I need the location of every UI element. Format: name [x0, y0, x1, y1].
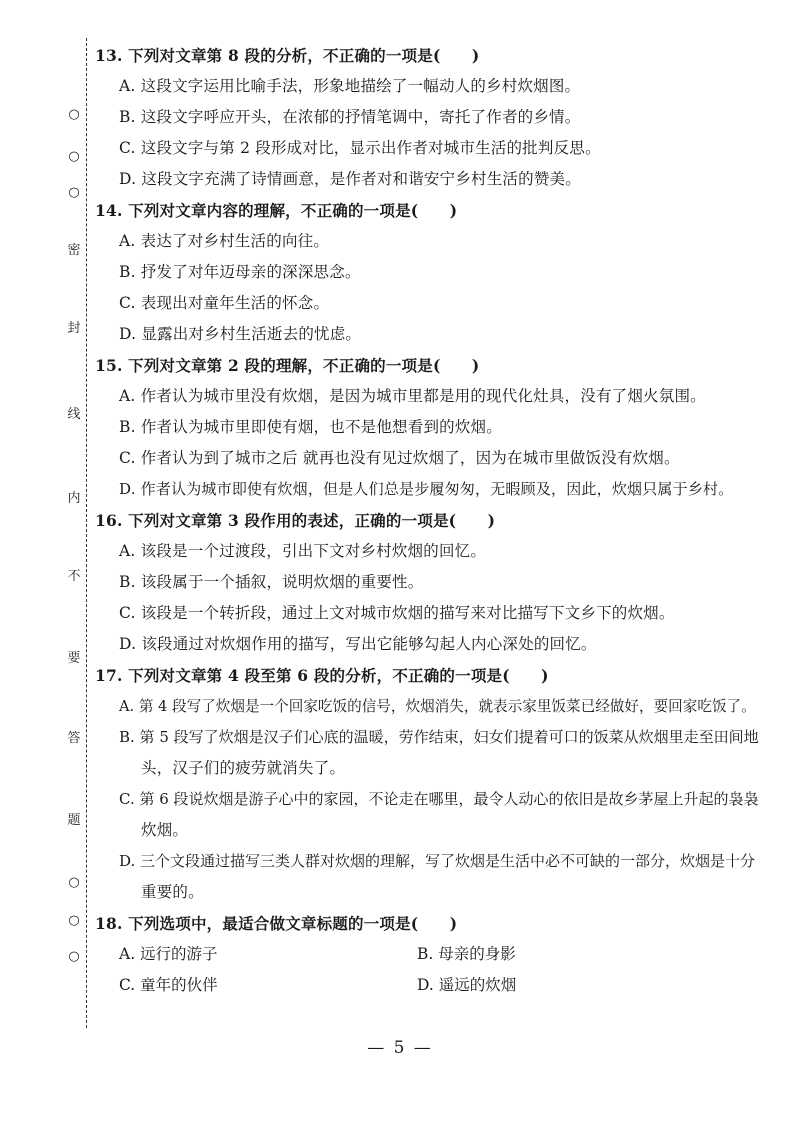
question-stem: 14. 下列对文章内容的理解，不正确的一项是( ): [95, 201, 458, 220]
option-b: B. 这段文字呼应开头，在浓郁的抒情笔调中，寄托了作者的乡情。: [119, 108, 581, 126]
binding-char-mi: 密: [67, 243, 81, 258]
option-d: D. 这段文字充满了诗情画意，是作者对和谐安宁乡村生活的赞美。: [119, 170, 581, 188]
question-18: [95, 908, 785, 1001]
option-a: A. 第 4 段写了炊烟是一个回家吃饭的信号，炊烟消失，就表示家里饭菜已经做好，要回家吃饭了。: [119, 698, 756, 715]
option-a: A. 远行的游子: [119, 945, 218, 963]
option-b: B. 作者认为城市里即使有烟，也不是他想看到的炊烟。: [119, 418, 502, 436]
question-list: [95, 40, 785, 1001]
binding-char-ti: 题: [67, 813, 81, 828]
option-d: D. 该段通过对炊烟作用的描写，写出它能够勾起人内心深处的回忆。: [119, 635, 597, 653]
question-17: [95, 660, 785, 908]
binding-char-da: 答: [67, 731, 81, 746]
binding-circle-mark: ○: [68, 913, 80, 928]
binding-circle-mark: ○: [68, 107, 80, 122]
binding-circle-mark: ○: [68, 875, 80, 890]
option-a: A. 表达了对乡村生活的向往。: [119, 232, 330, 250]
option-d: D. 作者认为城市即使有炊烟，但是人们总是步履匆匆，无暇顾及，因此，炊烟只属于乡村。: [119, 480, 734, 498]
binding-circle-mark: ○: [68, 149, 80, 164]
page-number: — 5 —: [367, 1038, 433, 1058]
option-c: C. 童年的伙伴: [119, 976, 218, 994]
binding-char-feng: 封: [67, 321, 81, 336]
option-c: C. 该段是一个转折段，通过上文对城市炊烟的描写来对比描写下文乡下的炊烟。: [119, 604, 675, 622]
binding-char-xian: 线: [67, 407, 81, 422]
options-row: [95, 970, 785, 1001]
binding-dashed-line: [86, 38, 87, 1028]
question-16: [95, 505, 785, 660]
binding-char-yao: 要: [67, 651, 81, 666]
binding-char-nei: 内: [67, 491, 81, 506]
option-d: D. 显露出对乡村生活逝去的忧虑。: [119, 325, 362, 343]
option-d-continued: 重要的。: [141, 883, 204, 901]
question-stem: 15. 下列对文章第 2 段的理解，不正确的一项是( ): [95, 356, 480, 375]
binding-char-bu: 不: [67, 569, 81, 584]
option-c: C. 这段文字与第 2 段形成对比，显示出作者对城市生活的批判反思。: [119, 139, 601, 157]
option-b: B. 抒发了对年迈母亲的深深思念。: [119, 263, 361, 281]
option-b: B. 该段属于一个插叙，说明炊烟的重要性。: [119, 573, 424, 591]
binding-circle-mark: ○: [68, 185, 80, 200]
option-c-continued: 炊烟。: [141, 821, 189, 839]
binding-circle-mark: ○: [68, 949, 80, 964]
option-c: C. 第 6 段说炊烟是游子心中的家园，不论走在哪里，最令人动心的依旧是故乡茅屋上升起的袅袅: [119, 790, 759, 808]
option-b-continued: 头，汉子们的疲劳就消失了。: [141, 759, 346, 777]
option-a: A. 该段是一个过渡段，引出下文对乡村炊烟的回忆。: [119, 542, 487, 560]
option-b: B. 第 5 段写了炊烟是汉子们心底的温暖，劳作结束，妇女们提着可口的饭菜从炊烟里走至田间地: [119, 728, 759, 746]
binding-margin: [0, 0, 92, 1040]
option-c: C. 表现出对童年生活的怀念。: [119, 294, 330, 312]
question-15: [95, 350, 785, 505]
option-d: D. 三个文段通过描写三类人群对炊烟的理解，写了炊烟是生活中必不可缺的一部分，炊烟是十分: [119, 852, 756, 870]
option-d: D. 遥远的炊烟: [417, 976, 517, 994]
question-stem: 17. 下列对文章第 4 段至第 6 段的分析，不正确的一项是( ): [95, 666, 549, 685]
option-a: A. 作者认为城市里没有炊烟，是因为城市里都是用的现代化灶具，没有了烟火氛围。: [119, 387, 706, 405]
options-row: [95, 939, 785, 970]
question-stem: 16. 下列对文章第 3 段作用的表述，正确的一项是( ): [95, 511, 496, 530]
option-b: B. 母亲的身影: [417, 945, 516, 963]
option-c: C. 作者认为到了城市之后 就再也没有见过炊烟了，因为在城市里做饭没有炊烟。: [119, 449, 680, 467]
question-stem: 18. 下列选项中，最适合做文章标题的一项是( ): [95, 914, 458, 933]
question-14: [95, 195, 785, 350]
option-a: A. 这段文字运用比喻手法，形象地描绘了一幅动人的乡村炊烟图。: [119, 77, 581, 95]
question-13: [95, 40, 785, 195]
question-stem: 13. 下列对文章第 8 段的分析，不正确的一项是( ): [95, 46, 480, 65]
